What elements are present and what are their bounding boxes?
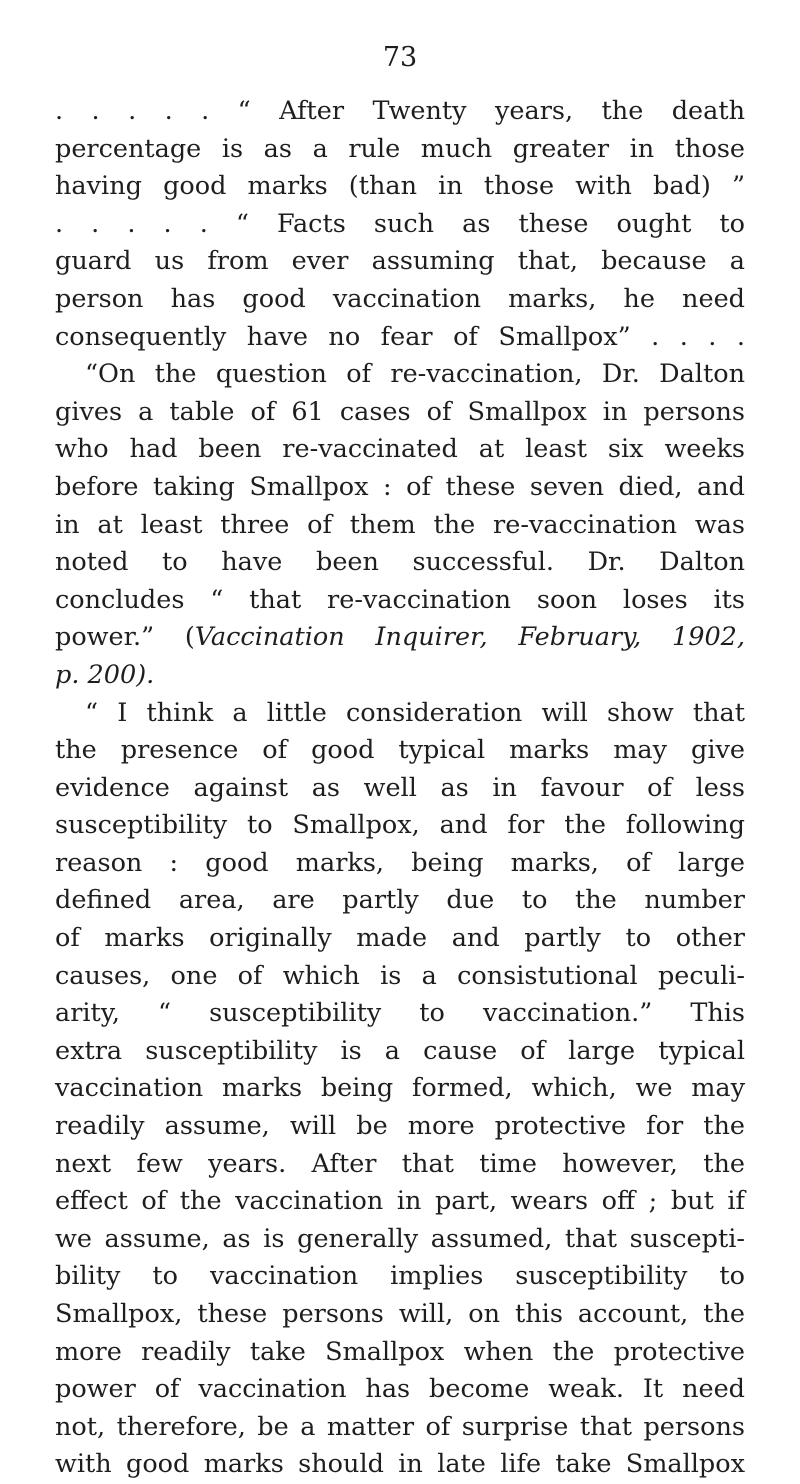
text-line: reason : good marks, being marks, of large: [55, 847, 745, 878]
body-text: [55, 93, 745, 1484]
text-line: person has good vaccination marks, he need: [55, 283, 745, 314]
text-line: . . . . . “ After Twenty years, the death: [55, 96, 745, 126]
text-line: in at least three of them the re-vaccination was: [55, 509, 745, 540]
text-line: causes, one of which is a consistutional peculi-: [55, 960, 745, 991]
text-line: vaccination marks being formed, which, we may: [55, 1073, 745, 1104]
text-line: effect of the vaccination in part, wears off ; but if: [55, 1186, 745, 1217]
text-line: defined area, are partly due to the number: [55, 885, 745, 916]
text-line: more readily take Smallpox when the protective: [55, 1336, 745, 1367]
text-line: next few years. After that time however, the: [55, 1148, 745, 1179]
text-line: who had been re-vaccinated at least six weeks: [55, 434, 745, 465]
text-line: not, therefore, be a matter of surprise that persons: [55, 1411, 745, 1442]
text-line: readily assume, will be more protective for the: [55, 1111, 745, 1142]
text-line: guard us from ever assuming that, because a: [55, 246, 745, 277]
text-line: having good marks (than in those with bad) ”: [55, 171, 745, 202]
text-fragment: power.”: [55, 622, 155, 653]
citation-page-ref: p. 200).: [55, 659, 155, 690]
text-line: . . . . . “ Facts such as these ought to: [55, 208, 745, 239]
text-line: percentage is as a rule much greater in those: [55, 133, 745, 164]
page-number: 73: [382, 42, 418, 73]
text-line: of marks originally made and partly to other: [55, 923, 745, 954]
text-line: “ I think a little consideration will show that: [85, 697, 745, 728]
text-line: susceptibility to Smallpox, and for the following: [55, 810, 745, 841]
text-line: bility to vaccination implies susceptibility to: [55, 1261, 745, 1292]
text-line: gives a table of 61 cases of Smallpox in persons: [55, 396, 745, 427]
text-line: power of vaccination has become weak. It need: [55, 1374, 745, 1405]
text-line: with good marks should in late life take Smallpox: [55, 1449, 745, 1480]
text-line: Smallpox, these persons will, on this account, the: [55, 1299, 745, 1329]
text-line: noted to have been successful. Dr. Dalton: [55, 547, 745, 578]
text-line: “On the question of re-vaccination, Dr. Dalton: [85, 359, 745, 390]
citation-line: power.” (Vaccination Inquirer, February, 1902,: [55, 622, 745, 653]
text-line: extra susceptibility is a cause of large typical: [55, 1035, 745, 1066]
citation-source: Vaccination Inquirer, February, 1902,: [194, 622, 745, 653]
text-line: concludes “ that re-vaccination soon loses its: [55, 584, 745, 615]
text-line: evidence against as well as in favour of less: [55, 772, 745, 803]
text-line: arity, “ susceptibility to vaccination.” This: [55, 998, 745, 1029]
text-line: consequently have no fear of Smallpox” . . . .: [55, 321, 745, 352]
text-line: before taking Smallpox : of these seven died, and: [55, 471, 745, 502]
citation-page: [55, 657, 745, 695]
text-line: we assume, as is generally assumed, that suscepti-: [55, 1223, 745, 1254]
text-line: the presence of good typical marks may give: [55, 735, 745, 766]
